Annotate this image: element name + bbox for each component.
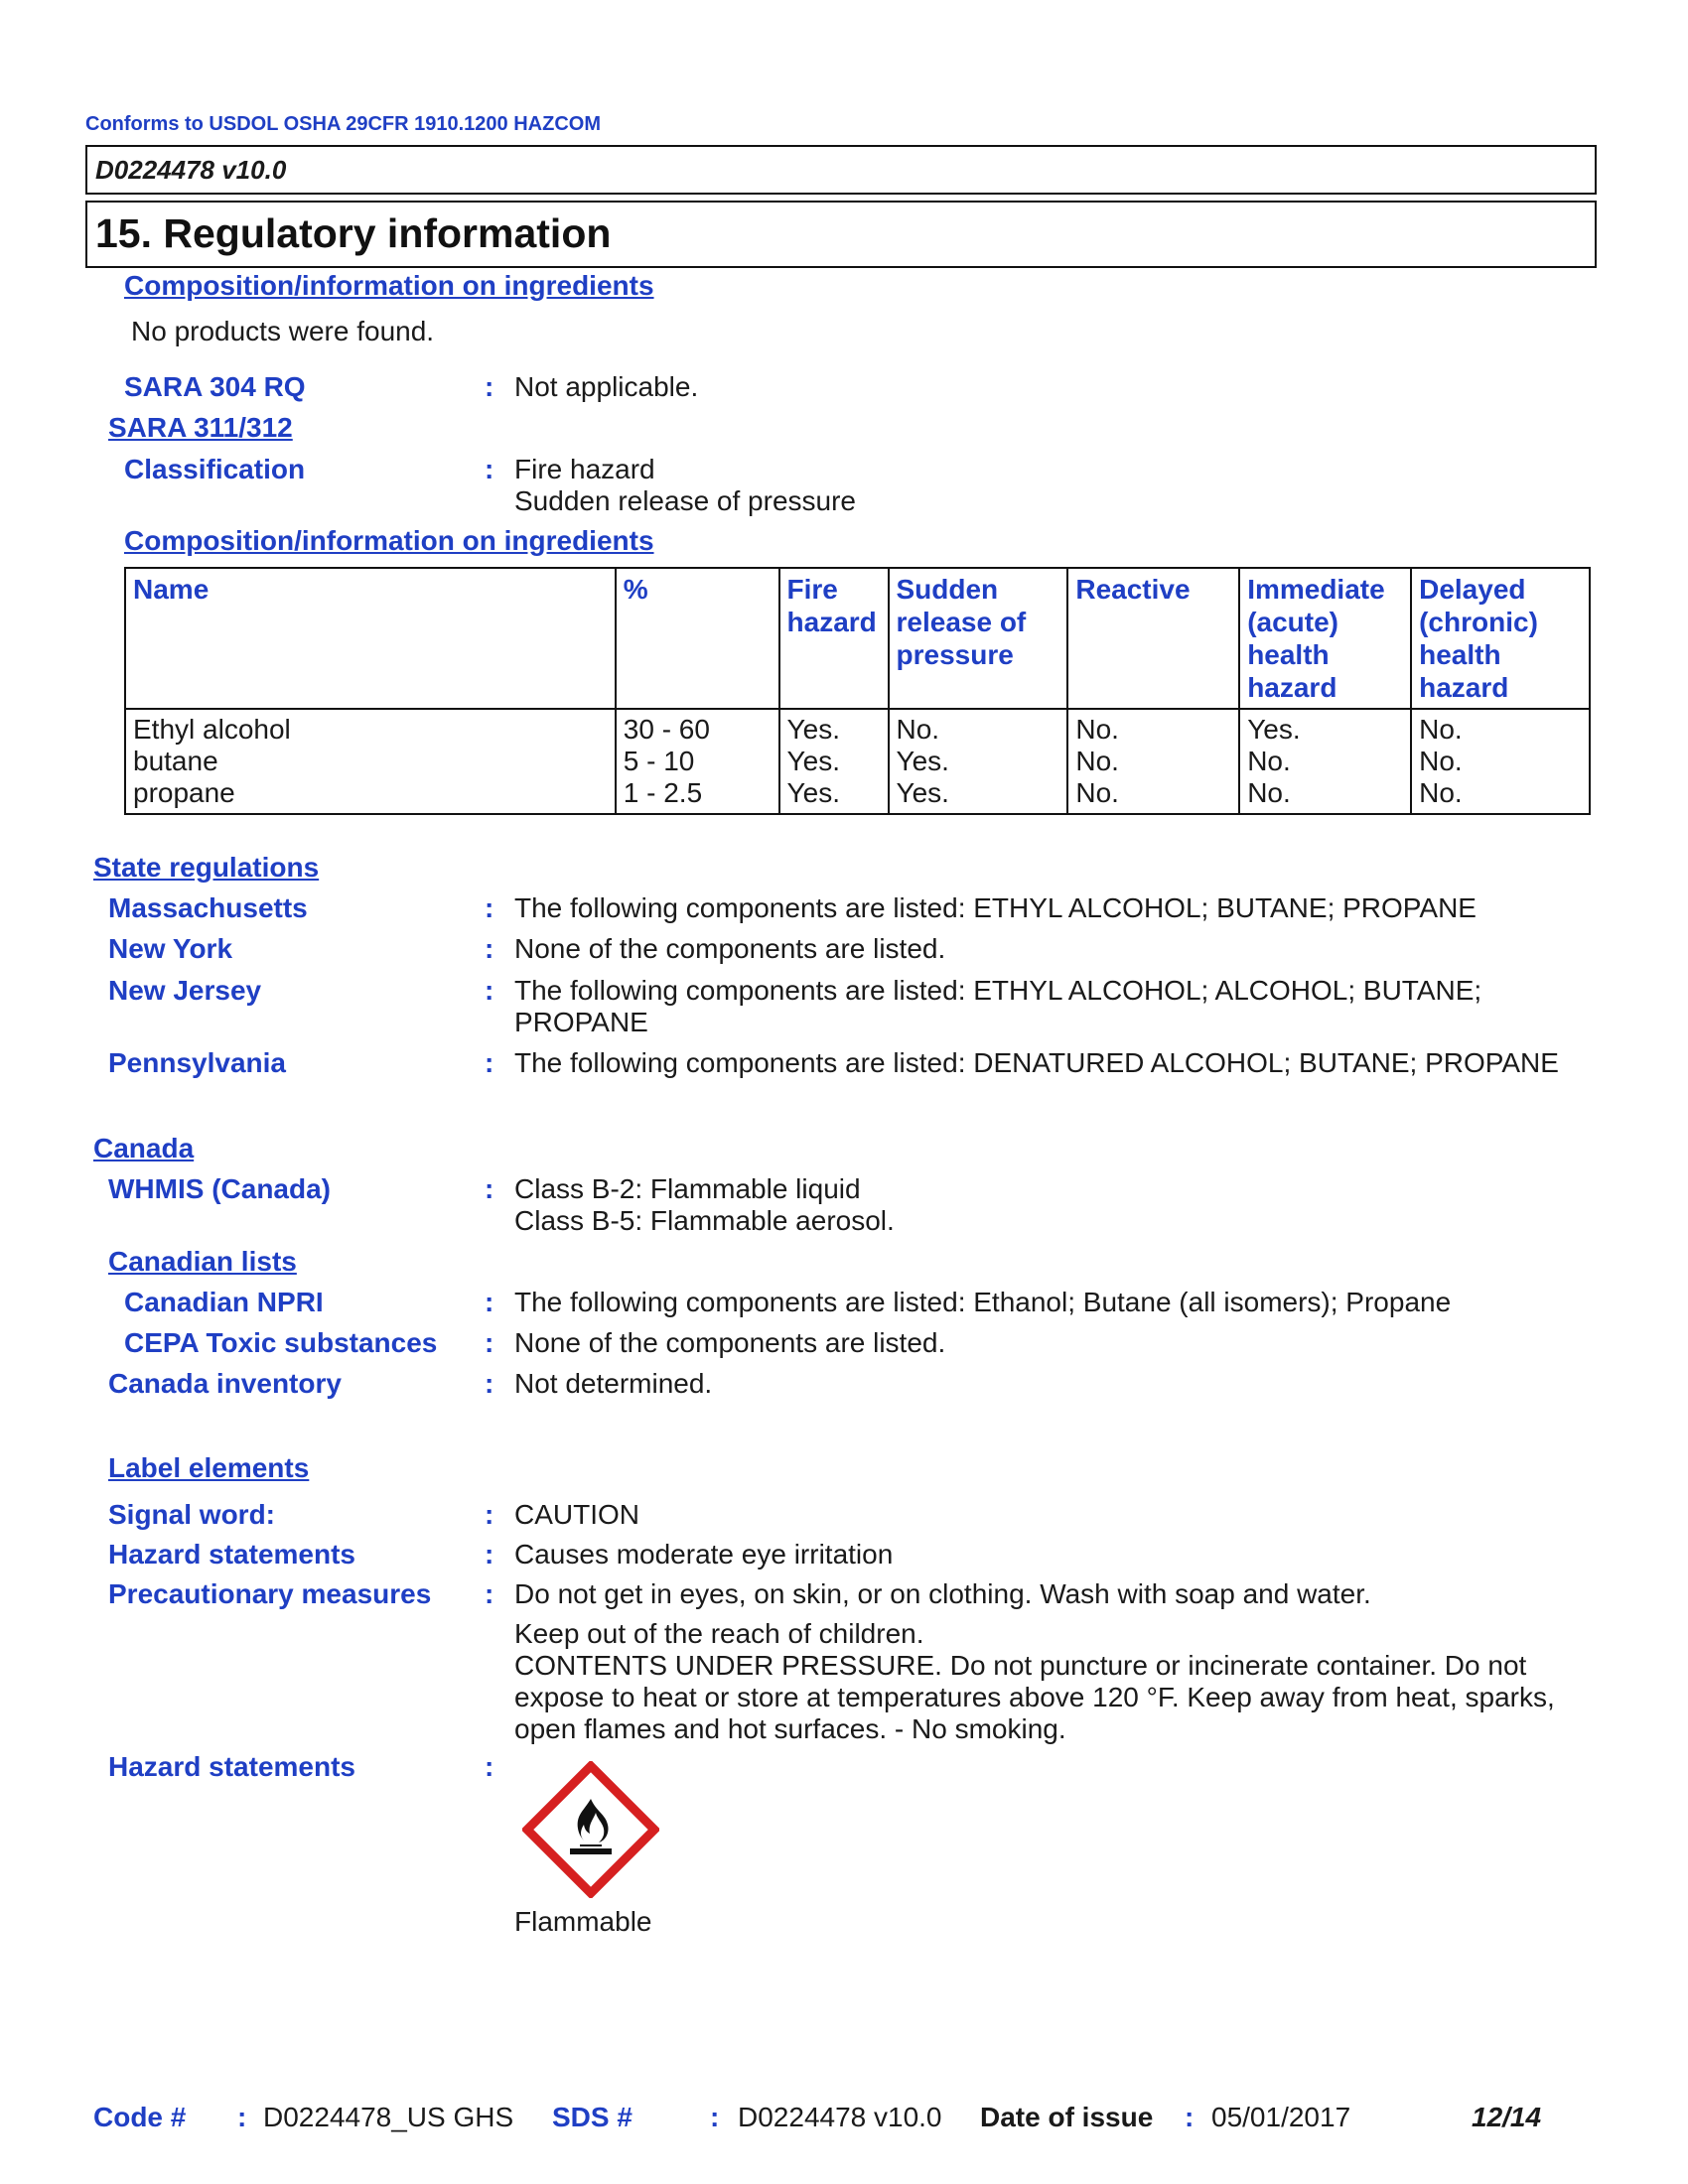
table-row: [125, 709, 1590, 814]
cell-percents: 30 - 60 5 - 10 1 - 2.5: [616, 709, 779, 814]
classification-value: Sudden release of pressure: [514, 485, 856, 516]
state-value-pennsylvania: The following components are listed: DENATURED ALCOHOL; BUTANE; PROPANE: [514, 1047, 1559, 1078]
precautionary-first: Do not get in eyes, on skin, or on clothing. Wash with soap and water.: [514, 1578, 1371, 1609]
footer-page-number: 12/14: [1472, 2102, 1542, 2132]
colon: :: [237, 2102, 247, 2132]
canadian-lists-heading: Canadian lists: [108, 1246, 297, 1277]
canada-inventory-value: Not determined.: [514, 1368, 713, 1399]
signal-word-value: CAUTION: [514, 1499, 639, 1530]
column-header-percent: %: [616, 568, 779, 709]
colon: :: [485, 933, 494, 964]
cepa-label: CEPA Toxic substances: [124, 1327, 438, 1358]
sara-311-heading: SARA 311/312: [108, 412, 293, 443]
colon: :: [485, 1499, 494, 1530]
footer-sds-label: SDS #: [552, 2102, 633, 2132]
sara-304-label: SARA 304 RQ: [124, 371, 306, 402]
colon: :: [485, 454, 494, 484]
cell-names: Ethyl alcohol butane propane: [125, 709, 616, 814]
hazard-statements-label-2: Hazard statements: [108, 1751, 355, 1782]
column-header-name: Name: [125, 568, 616, 709]
precautionary-more: Keep out of the reach of children. CONTENTS UNDER PRESSURE. Do not puncture or incinerate container. Do not expose to heat or store at temperatures above 120 °F. Keep away from heat, sparks, open flames and hot surfaces. - No smoking.: [514, 1618, 1555, 1744]
colon: :: [485, 1047, 494, 1078]
conforms-statement: Conforms to USDOL OSHA 29CFR 1910.1200 HAZCOM: [85, 113, 601, 135]
footer-code-value: D0224478_US GHS: [263, 2102, 514, 2132]
colon: :: [485, 1327, 494, 1358]
hazard-statements-value: Causes moderate eye irritation: [514, 1539, 894, 1570]
precautionary-label: Precautionary measures: [108, 1578, 432, 1609]
state-label-pennsylvania: Pennsylvania: [108, 1047, 286, 1078]
sara-304-value: Not applicable.: [514, 371, 699, 402]
section-title: 15. Regulatory information: [95, 210, 612, 256]
colon: :: [485, 975, 494, 1006]
classification-value: Fire hazard: [514, 454, 655, 484]
colon: :: [485, 1578, 494, 1609]
whmis-values: Class B-2: Flammable liquid Class B-5: Flammable aerosol.: [514, 1173, 895, 1236]
colon: :: [485, 1539, 494, 1570]
footer-date-value: 05/01/2017: [1211, 2102, 1351, 2132]
footer-date-label: Date of issue: [980, 2102, 1154, 2132]
document-id: D0224478 v10.0: [95, 155, 287, 185]
table-header-row: [125, 568, 1590, 709]
cell-sudden-release: No. Yes. Yes.: [889, 709, 1068, 814]
canada-heading: Canada: [93, 1133, 195, 1163]
column-header-immediate-health: Immediate (acute) health hazard: [1239, 568, 1411, 709]
label-elements-heading: Label elements: [108, 1452, 310, 1483]
state-value-new-jersey: The following components are listed: ETHYL ALCOHOL; ALCOHOL; BUTANE; PROPANE: [514, 975, 1482, 1037]
flame-pictogram-icon: [522, 1761, 659, 1898]
state-regulations-heading: State regulations: [93, 852, 320, 883]
state-label-new-york: New York: [108, 933, 233, 964]
footer-sds-value: D0224478 v10.0: [738, 2102, 942, 2132]
column-header-sudden-release: Sudden release of pressure: [889, 568, 1068, 709]
colon: :: [485, 1173, 494, 1204]
pictogram-caption: Flammable: [514, 1906, 652, 1937]
column-header-fire-hazard: Fire hazard: [779, 568, 889, 709]
cell-immediate-health: Yes. No. No.: [1239, 709, 1411, 814]
column-header-reactive: Reactive: [1067, 568, 1239, 709]
canada-inventory-label: Canada inventory: [108, 1368, 342, 1399]
cell-reactive: No. No. No.: [1067, 709, 1239, 814]
state-value-new-york: None of the components are listed.: [514, 933, 946, 964]
npri-value: The following components are listed: Ethanol; Butane (all isomers); Propane: [514, 1287, 1452, 1317]
cepa-value: None of the components are listed.: [514, 1327, 946, 1358]
composition-table: [124, 567, 1591, 815]
hazard-statements-label: Hazard statements: [108, 1539, 355, 1570]
cell-fire-hazard: Yes. Yes. Yes.: [779, 709, 889, 814]
classification-values: [514, 454, 856, 517]
signal-word-label: Signal word:: [108, 1499, 275, 1530]
colon: :: [485, 1287, 494, 1317]
colon: :: [485, 1368, 494, 1399]
colon: :: [485, 371, 494, 402]
state-label-massachusetts: Massachusetts: [108, 892, 308, 923]
composition-heading-1: Composition/information on ingredients: [124, 270, 654, 301]
colon: :: [710, 2102, 720, 2132]
colon: :: [1185, 2102, 1195, 2132]
whmis-label: WHMIS (Canada): [108, 1173, 331, 1204]
column-header-delayed-health: Delayed (chronic) health hazard: [1411, 568, 1590, 709]
cell-delayed-health: No. No. No.: [1411, 709, 1590, 814]
document-id-box: [85, 145, 1597, 195]
colon: :: [485, 892, 494, 923]
state-label-new-jersey: New Jersey: [108, 975, 262, 1006]
state-value-massachusetts: The following components are listed: ETHYL ALCOHOL; BUTANE; PROPANE: [514, 892, 1477, 923]
composition-heading-2: Composition/information on ingredients: [124, 525, 654, 556]
no-products-note: No products were found.: [131, 316, 435, 346]
section-title-box: [85, 201, 1597, 268]
npri-label: Canadian NPRI: [124, 1287, 324, 1317]
classification-label: Classification: [124, 454, 306, 484]
footer-code-label: Code #: [93, 2102, 187, 2132]
colon: :: [485, 1751, 494, 1782]
